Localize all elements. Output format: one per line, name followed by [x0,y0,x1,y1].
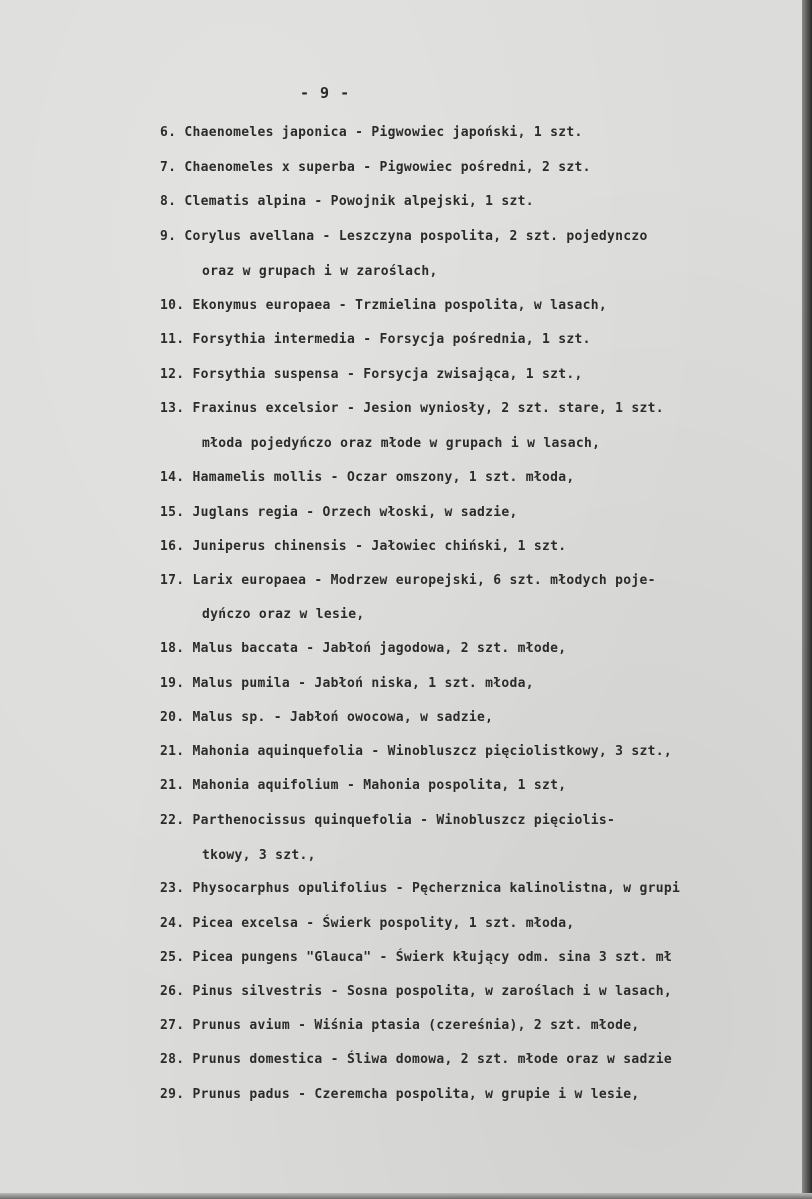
item-text: Malus sp. - Jabłoń owocowa, w sadzie, [192,710,494,725]
list-item [160,916,574,931]
list-item [160,298,607,313]
list-item [160,1052,672,1067]
item-text: dyńczo oraz w lesie, [202,607,365,622]
item-number: 16. [160,539,185,554]
item-number: 26. [160,984,185,999]
item-text: Picea excelsa - Świerk pospolity, 1 szt. młoda, [192,916,575,931]
list-item-continuation [202,607,365,622]
item-number: 21. [160,744,185,759]
list-item [160,470,574,485]
scan-bottom-edge [0,1193,812,1199]
item-text: Parthenocissus quinquefolia - Winobluszcz pięciolis- [192,813,616,828]
list-item [160,539,566,554]
item-text: Forsythia intermedia - Forsycja pośrednia, 1 szt. [192,332,591,347]
list-item [160,573,656,588]
list-item [160,332,591,347]
item-number: 8. [160,194,177,209]
item-number: 20. [160,710,185,725]
item-text: Forsythia suspensa - Forsycja zwisająca, 1 szt., [192,367,583,382]
item-text: Corylus avellana - Leszczyna pospolita, 2 szt. pojedynczo [184,229,648,244]
item-text: Picea pungens "Glauca" - Świerk kłujący odm. sina 3 szt. mł [192,950,673,965]
item-number: 18. [160,641,185,656]
item-number: 22. [160,813,185,828]
list-item [160,125,583,140]
item-text: Mahonia aquinquefolia - Winobluszcz pięciolistkowy, 3 szt., [192,744,673,759]
item-number: 13. [160,401,185,416]
item-number: 25. [160,950,185,965]
list-item [160,229,648,244]
item-text: oraz w grupach i w zaroślach, [202,264,438,279]
item-text: Larix europaea - Modrzew europejski, 6 szt. młodych poje- [192,573,656,588]
item-text: Ekonymus europaea - Trzmielina pospolita, w lasach, [192,298,607,313]
item-number: 23. [160,881,185,896]
page-number: - 9 - [300,84,351,102]
item-text: Hamamelis mollis - Oczar omszony, 1 szt. młoda, [192,470,575,485]
list-item [160,505,518,520]
item-number: 6. [160,125,177,140]
item-text: Juglans regia - Orzech włoski, w sadzie, [192,505,518,520]
item-text: Physocarphus opulifolius - Pęcherznica kalinolistna, w grupi [192,881,681,896]
item-number: 11. [160,332,185,347]
list-item [160,984,672,999]
item-text: Juniperus chinensis - Jałowiec chiński, 1 szt. [192,539,567,554]
list-item [160,160,591,175]
list-item [160,1087,640,1102]
list-item [160,881,680,896]
list-item [160,813,615,828]
item-number: 12. [160,367,185,382]
list-item-continuation [202,436,600,451]
item-text: Malus baccata - Jabłoń jagodowa, 2 szt. młode, [192,641,567,656]
item-text: młoda pojedyńczo oraz młode w grupach i w lasach, [202,436,601,451]
scan-edge-shadow [802,0,812,1199]
list-item [160,641,566,656]
list-item [160,1018,640,1033]
item-text: Malus pumila - Jabłoń niska, 1 szt. młoda, [192,676,534,691]
item-number: 9. [160,229,177,244]
item-number: 10. [160,298,185,313]
item-number: 7. [160,160,177,175]
list-item [160,950,672,965]
item-text: Chaenomeles japonica - Pigwowiec japoński, 1 szt. [184,125,583,140]
list-item [160,778,566,793]
item-number: 14. [160,470,185,485]
item-text: Mahonia aquifolium - Mahonia pospolita, 1 szt, [192,778,567,793]
list-item [160,676,534,691]
item-number: 19. [160,676,185,691]
item-number: 21. [160,778,185,793]
list-item [160,744,672,759]
item-number: 17. [160,573,185,588]
list-item [160,401,664,416]
item-number: 28. [160,1052,185,1067]
item-text: Prunus domestica - Śliwa domowa, 2 szt. młode oraz w sadzie [192,1052,673,1067]
item-text: Prunus padus - Czeremcha pospolita, w grupie i w lesie, [192,1087,640,1102]
list-item-continuation [202,848,316,863]
item-text: Chaenomeles x superba - Pigwowiec pośredni, 2 szt. [184,160,591,175]
list-item-continuation [202,264,438,279]
item-text: Prunus avium - Wiśnia ptasia (czereśnia), 2 szt. młode, [192,1018,640,1033]
item-number: 29. [160,1087,185,1102]
item-text: Fraxinus excelsior - Jesion wyniosły, 2 szt. stare, 1 szt. [192,401,664,416]
item-number: 15. [160,505,185,520]
item-number: 27. [160,1018,185,1033]
item-text: Clematis alpina - Powojnik alpejski, 1 szt. [184,194,534,209]
list-item [160,194,534,209]
list-item [160,710,493,725]
item-text: tkowy, 3 szt., [202,848,316,863]
item-text: Pinus silvestris - Sosna pospolita, w zaroślach i w lasach, [192,984,673,999]
list-item [160,367,583,382]
item-number: 24. [160,916,185,931]
